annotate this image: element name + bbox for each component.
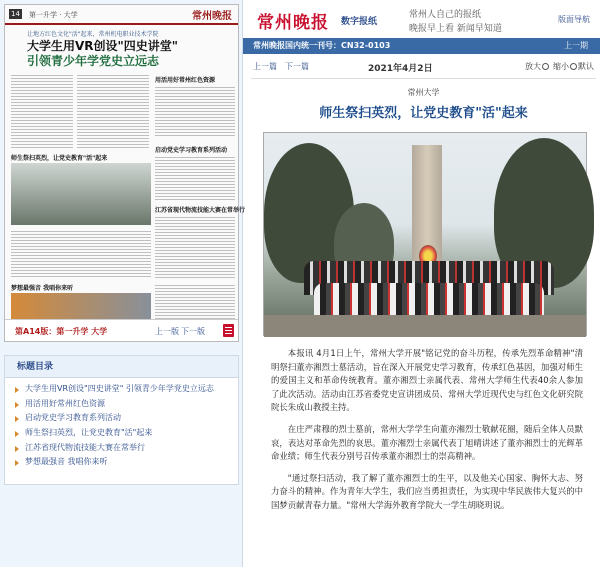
headline-list bbox=[4, 355, 239, 485]
thumbnail-logo: 常州晚报 bbox=[192, 11, 232, 22]
article-kicker: 常州大学 bbox=[407, 88, 440, 97]
zoom-out-label: 缩小 bbox=[553, 62, 569, 71]
slogan-line-2: 晚报早上看 新闻早知道 bbox=[409, 24, 502, 34]
page-navigation-link[interactable]: 版面导航 bbox=[558, 15, 590, 24]
thumbnail-photo bbox=[11, 163, 151, 225]
headline-list-item[interactable]: 师生祭扫英烈，让党史教育"活"起来 bbox=[15, 426, 238, 441]
right-panel bbox=[243, 0, 600, 567]
thumbnail-text-block bbox=[11, 229, 151, 279]
article-photo bbox=[263, 132, 587, 336]
thumbnail-text-block bbox=[155, 215, 235, 279]
zoom-in-label: 放大 bbox=[525, 62, 541, 71]
default-zoom-button[interactable]: 默认 bbox=[578, 62, 594, 71]
previous-issue-link[interactable]: 上一期 bbox=[564, 41, 588, 50]
masthead bbox=[243, 0, 600, 38]
digital-edition-label: 数字报纸 bbox=[341, 17, 378, 27]
article-paragraph: 本报讯 4月1日上午，常州大学开展"铭记党的奋斗历程，传承先烈革命精神"清明祭扫董亦湘烈士墓活动，旨在深入开展党史学习教育，传承红色基因，加强对师生的爱国主义和革命传统教育。董亦湘烈士亲属代表、常州大学师生代表40余人参加了此次活动。活动由江苏省委党史宣讲团成员、常州大学近现代史与红色文化研究院院长朱成山教授主持。 bbox=[271, 348, 583, 413]
thumbnail-text-block bbox=[77, 73, 149, 148]
pdf-icon[interactable] bbox=[223, 324, 234, 337]
headline-list-item[interactable]: 用活用好常州红色资源 bbox=[15, 397, 238, 412]
headline-list-title: 标题目录 bbox=[5, 356, 238, 378]
article-headline: 师生祭扫英烈，让党史教育"活"起来 bbox=[319, 106, 528, 121]
left-panel bbox=[0, 0, 246, 567]
zoom-out-button[interactable] bbox=[553, 61, 577, 72]
thumbnail-footer bbox=[5, 319, 238, 341]
issue-bar bbox=[243, 38, 600, 54]
page-label: 第A14版：第一升学 大学 bbox=[15, 327, 108, 336]
thumbnail-photo bbox=[11, 293, 151, 319]
thumbnail-headline-2[interactable]: 引领青少年学党史立远志 bbox=[27, 54, 160, 68]
next-article-link[interactable]: 下一篇 bbox=[285, 62, 309, 71]
ground bbox=[264, 315, 586, 337]
page-thumbnail[interactable] bbox=[4, 4, 246, 342]
article-paragraph: "通过祭扫活动，我了解了董亦湘烈士的生平，以及他关心国家、胸怀大志、努力奋斗的精神。作为青年大学生，我们应当勇担责任，为实现中华民族伟大复兴的中国梦贡献青春力量。"常州大学海外教育学院大一学生胡晓玥说。 bbox=[271, 472, 583, 510]
thumbnail-story-title[interactable]: 梦想最强音 我唱你来听 bbox=[11, 285, 74, 292]
thumbnail-story-title[interactable]: 启动党史学习教育系列活动 bbox=[155, 147, 228, 154]
thumbnail-headline-1[interactable]: 大学生用VR创设"四史讲堂" bbox=[27, 39, 179, 53]
thumbnail-header bbox=[5, 5, 238, 25]
thumbnail-story-title[interactable]: 师生祭扫英烈，让党史教育"活"起来 bbox=[11, 155, 108, 162]
zoom-out-icon bbox=[570, 63, 577, 70]
thumbnail-page-number: 14 bbox=[11, 10, 20, 18]
thumbnail-subhead: 让地方红色文化"活"起来，常州机电职业技术学院 bbox=[27, 31, 159, 38]
article-paragraph: 在庄严肃穆的烈士墓前，常州大学学生向董亦湘烈士敬献花圈，随后全体人员默哀，表达对革命先烈的哀思。董亦湘烈士亲属代表丁旭晴讲述了董亦湘烈士的光辉革命业绩；师生代表分别号召传承董亦湘烈士的崇高精神。 bbox=[271, 423, 583, 462]
headline-list-item[interactable]: 启动党史学习教育系列活动 bbox=[15, 411, 238, 426]
headline-list-item[interactable]: 江苏省现代物流技能大赛在常举行 bbox=[15, 441, 238, 456]
thumbnail-text-block bbox=[155, 283, 235, 319]
zoom-in-button[interactable] bbox=[525, 61, 549, 72]
thumbnail-story-title[interactable]: 用活用好常州红色资源 bbox=[155, 77, 216, 84]
headline-list-item[interactable]: 大学生用VR创设"四史讲堂" 引领青少年学党史立远志 bbox=[15, 382, 238, 397]
prev-page-link[interactable]: 上一版 bbox=[155, 327, 179, 336]
article bbox=[251, 78, 596, 567]
zoom-in-icon bbox=[542, 63, 549, 70]
headline-list-item[interactable]: 梦想最强音 我唱你来听 bbox=[15, 455, 238, 470]
thumbnail-text-block bbox=[11, 73, 73, 148]
issn-text: 常州晚报国内统一刊号：CN32-0103 bbox=[253, 41, 391, 50]
thumbnail-section: 第一升学 · 大学 bbox=[29, 11, 78, 19]
article-toolbar bbox=[243, 58, 600, 74]
thumbnail-text-block bbox=[155, 85, 235, 137]
site-logo[interactable]: 常州晚报 bbox=[257, 13, 329, 33]
issue-date: 2021年4月2日 bbox=[368, 64, 433, 74]
next-page-link[interactable]: 下一版 bbox=[181, 327, 205, 336]
article-body bbox=[271, 347, 583, 521]
slogan-line-1: 常州人自己的报纸 bbox=[409, 10, 482, 20]
prev-article-link[interactable]: 上一篇 bbox=[253, 62, 277, 71]
thumbnail-text-block bbox=[155, 155, 235, 200]
thumbnail-story-title[interactable]: 江苏省现代物流技能大赛在常举行 bbox=[155, 207, 246, 214]
crowd-front-row bbox=[314, 283, 544, 315]
